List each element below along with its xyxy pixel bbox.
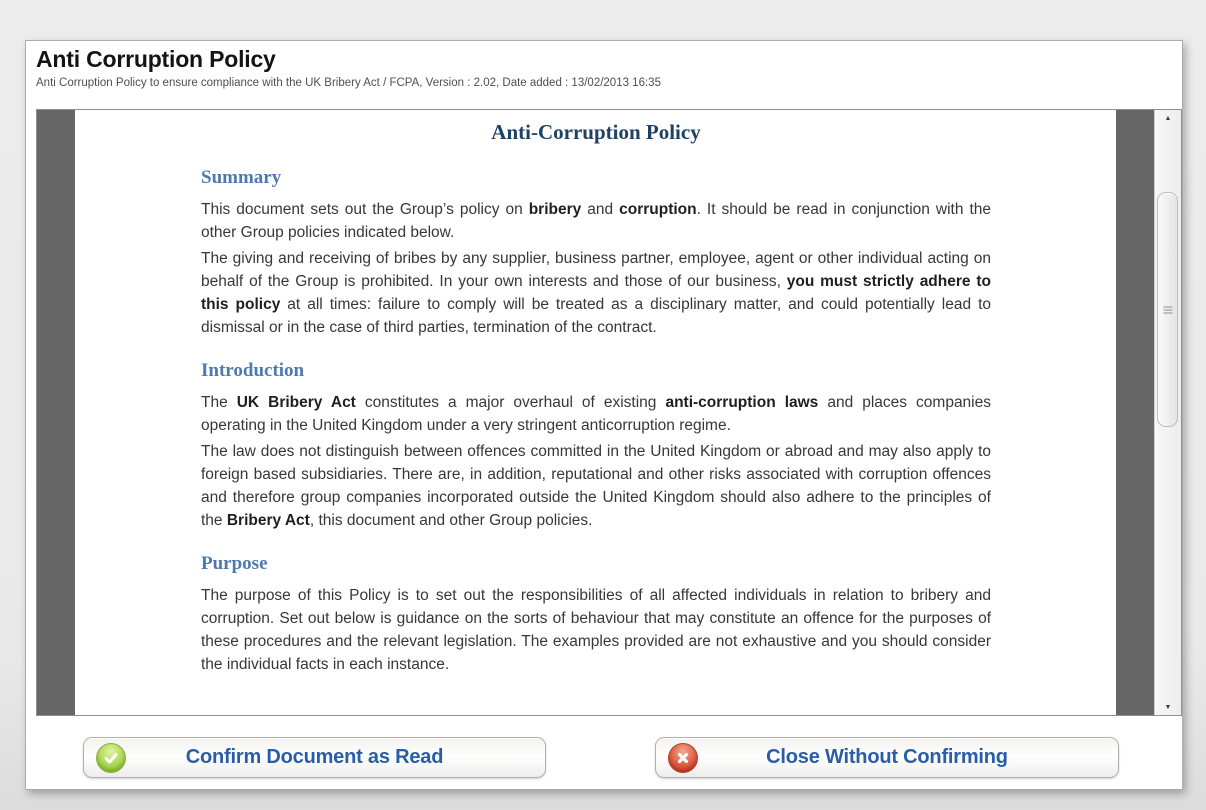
down-arrow-icon: ▼ xyxy=(1164,703,1172,711)
up-arrow-icon: ▲ xyxy=(1164,114,1172,122)
close-button-label: Close Without Confirming xyxy=(766,746,1008,768)
section-purpose xyxy=(201,552,991,676)
scroll-up-button[interactable] xyxy=(1155,110,1181,126)
paragraph: The law does not distinguish between offences committed in the United Kingdom or abroad and may also apply to foreign based subsidiaries. There are, in addition, reputational and other risks associated with corruption offences and therefore group companies incorporated outside the United Kingdom should also adhere to the principles of the Bribery Act, this document and other Group policies. xyxy=(201,443,991,529)
confirm-button-label: Confirm Document as Read xyxy=(185,746,444,768)
scroll-down-button[interactable] xyxy=(1155,699,1181,715)
section-introduction xyxy=(201,359,991,532)
close-without-confirming-button[interactable] xyxy=(655,737,1119,778)
cross-icon xyxy=(668,743,698,773)
section-heading: Introduction xyxy=(201,360,305,381)
section-heading: Purpose xyxy=(201,553,268,574)
scrollbar-thumb[interactable] xyxy=(1157,192,1178,427)
section-heading: Summary xyxy=(201,167,282,188)
section-summary xyxy=(201,166,991,339)
document-page[interactable] xyxy=(75,110,1116,715)
paragraph: This document sets out the Group’s policy on bribery and corruption. It should be read in conjunction with the other Group policies indicated below. xyxy=(201,201,992,241)
scrollbar-grip-icon xyxy=(1163,306,1172,313)
page-subtitle: Anti Corruption Policy to ensure compliance with the UK Bribery Act / FCPA, Version : 2.02, Date added : 13/02/2013 16:35 xyxy=(36,77,661,89)
page-title: Anti Corruption Policy xyxy=(36,46,276,72)
viewer-left-margin xyxy=(37,110,75,715)
dialog-header xyxy=(36,46,1172,89)
paragraph: The purpose of this Policy is to set out the responsibilities of all affected individuals in relation to bribery and corruption. Set out below is guidance on the sorts of behaviour that may constitute an offence for the purposes of these procedures and the relevant legislation. The examples provided are not exhaustive and you should consider the individual facts in each instance. xyxy=(201,587,991,673)
check-icon xyxy=(96,743,126,773)
viewer-scrollbar[interactable] xyxy=(1154,110,1181,715)
document-title: Anti-Corruption Policy xyxy=(491,120,701,144)
document-viewer[interactable] xyxy=(36,109,1182,716)
document-dialog xyxy=(25,40,1183,790)
confirm-document-button[interactable] xyxy=(83,737,546,778)
paragraph: The UK Bribery Act constitutes a major overhaul of existing anti-corruption laws and places companies operating in the United Kingdom under a very stringent anticorruption regime. xyxy=(201,394,991,434)
viewer-right-margin xyxy=(1116,110,1154,715)
scrollbar-track[interactable] xyxy=(1155,126,1181,699)
paragraph: The giving and receiving of bribes by any supplier, business partner, employee, agent or other individual acting on behalf of the Group is prohibited. In your own interests and those of our business, you must strictly adhere to this policy at all times: failure to comply will be treated as a disciplinary matter, and could potentially lead to dismissal or in the case of third parties, termination of the contract. xyxy=(201,250,991,336)
